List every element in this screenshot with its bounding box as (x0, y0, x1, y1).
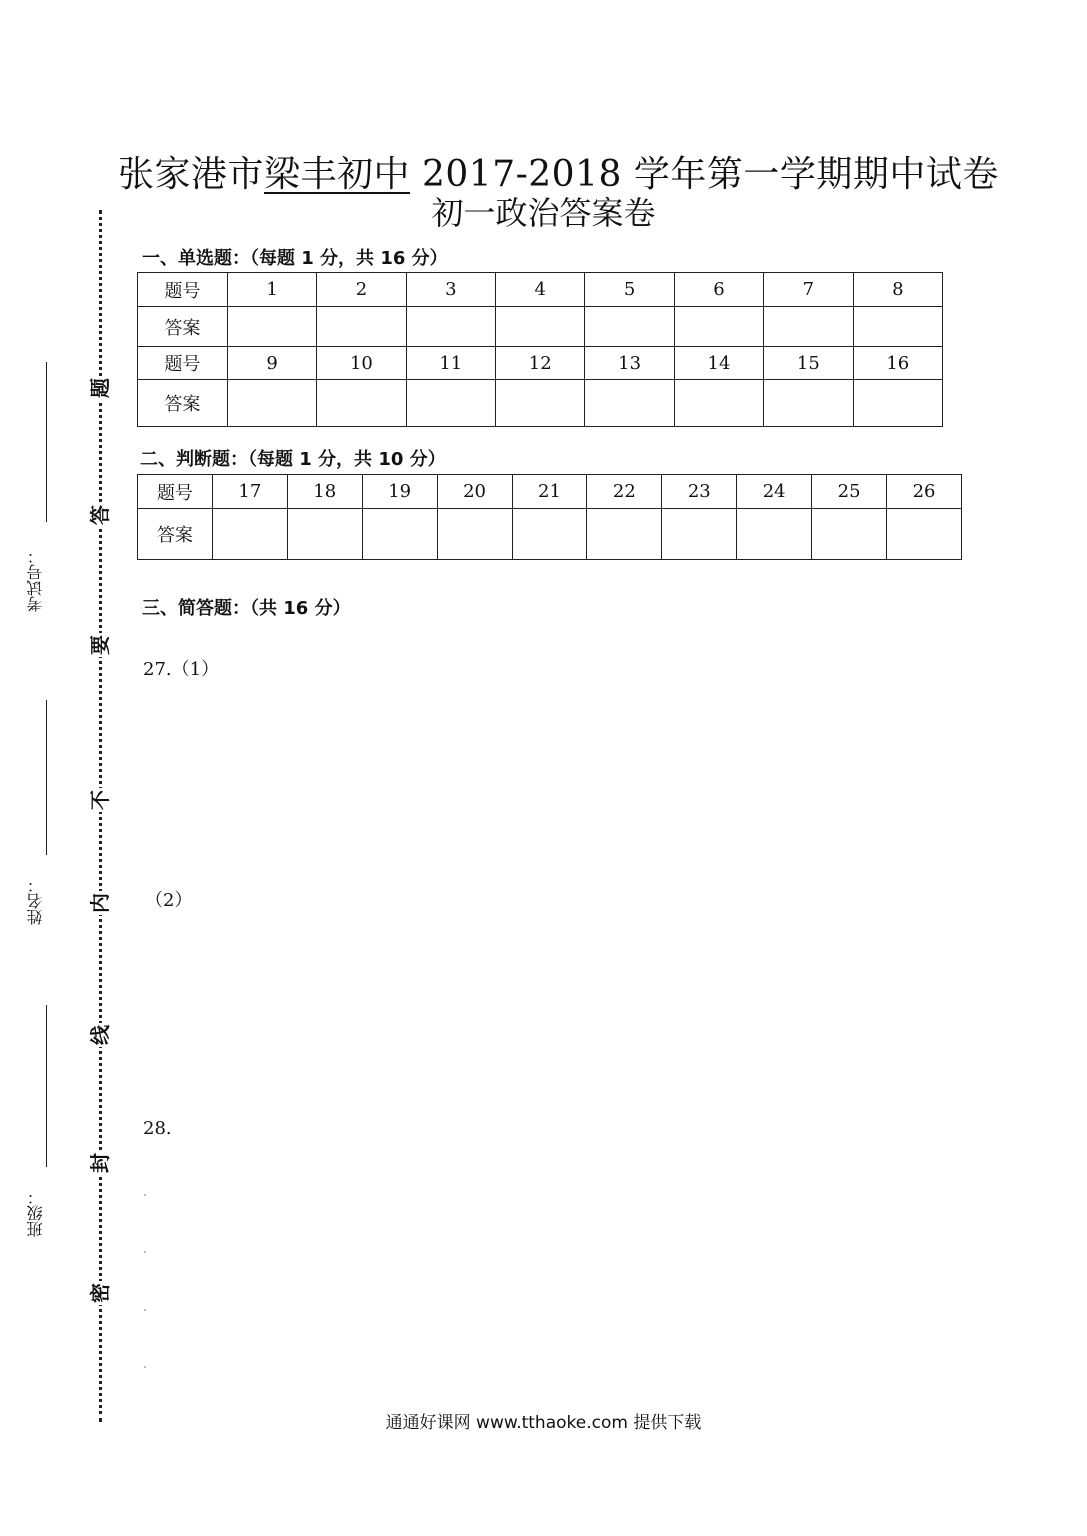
answer-cell[interactable] (812, 509, 887, 560)
question-27-part2: （2） (145, 890, 193, 911)
question-27-part1: 27.（1） (143, 659, 220, 680)
exam-number-label: 考试号： (26, 548, 45, 612)
question-number: 19 (362, 475, 437, 509)
seal-char-bu: 不 (85, 788, 115, 812)
class-line[interactable] (46, 1005, 47, 1167)
num-label: 题号 (138, 475, 213, 509)
answer-cell[interactable] (317, 380, 406, 427)
answer-cell[interactable] (437, 509, 512, 560)
answer-cell[interactable] (585, 307, 674, 347)
question-number: 25 (812, 475, 887, 509)
answer-label: 答案 (138, 509, 213, 560)
answer-cell[interactable] (887, 509, 962, 560)
question-number: 24 (737, 475, 812, 509)
answer-cell[interactable] (212, 509, 287, 560)
answer-cell[interactable] (853, 380, 942, 427)
answer-line-mark (144, 1366, 146, 1368)
section2-heading: 二、判断题：（每题 1 分，共 10 分） (140, 449, 446, 470)
answer-cell[interactable] (496, 380, 585, 427)
seal-char-ti: 题 (85, 376, 115, 400)
question-number: 5 (585, 273, 674, 307)
question-number: 17 (212, 475, 287, 509)
answer-cell[interactable] (512, 509, 587, 560)
num-label: 题号 (138, 273, 228, 307)
title-prefix: 张家港市 (118, 154, 265, 195)
question-number: 16 (853, 347, 942, 380)
footer-credit: 通通好课网 www.tthaoke.com 提供下载 (385, 1413, 702, 1433)
question-number: 26 (887, 475, 962, 509)
answer-cell[interactable] (764, 307, 853, 347)
question-number: 1 (227, 273, 316, 307)
page-subtitle: 初一政治答案卷 (431, 194, 656, 232)
question-number: 2 (317, 273, 406, 307)
answer-cell[interactable] (317, 307, 406, 347)
school-name: 梁丰初中 (264, 154, 411, 195)
question-28: 28. (143, 1118, 172, 1139)
answer-cell[interactable] (227, 380, 316, 427)
answer-cell[interactable] (406, 307, 495, 347)
num-label: 题号 (138, 347, 228, 380)
question-number: 12 (496, 347, 585, 380)
title-suffix: 2017-2018 学年第一学期期中试卷 (410, 154, 999, 195)
answer-cell[interactable] (496, 307, 585, 347)
class-label: 班级： (26, 1189, 45, 1237)
answer-label: 答案 (138, 307, 228, 347)
question-number: 20 (437, 475, 512, 509)
answer-cell[interactable] (674, 380, 763, 427)
answer-cell[interactable] (662, 509, 737, 560)
question-number: 15 (764, 347, 853, 380)
answer-cell[interactable] (853, 307, 942, 347)
answer-cell[interactable] (227, 307, 316, 347)
true-false-table (137, 474, 962, 560)
seal-char-nei: 内 (85, 891, 115, 915)
question-number: 8 (853, 273, 942, 307)
question-number: 14 (674, 347, 763, 380)
answer-cell[interactable] (587, 509, 662, 560)
question-number: 7 (764, 273, 853, 307)
seal-char-xian: 线 (85, 1023, 115, 1047)
answer-label: 答案 (138, 380, 228, 427)
question-number: 3 (406, 273, 495, 307)
question-number: 18 (287, 475, 362, 509)
question-number: 21 (512, 475, 587, 509)
question-number: 23 (662, 475, 737, 509)
single-choice-table (137, 272, 943, 427)
question-number: 22 (587, 475, 662, 509)
question-number: 11 (406, 347, 495, 380)
answer-line-mark (144, 1309, 146, 1311)
seal-char-yao: 要 (85, 633, 115, 657)
answer-cell[interactable] (674, 307, 763, 347)
question-number: 10 (317, 347, 406, 380)
seal-char-mi: 密 (85, 1281, 115, 1305)
question-number: 6 (674, 273, 763, 307)
seal-char-da: 答 (85, 503, 115, 527)
answer-line-mark (144, 1251, 146, 1253)
seal-char-feng: 封 (85, 1151, 115, 1175)
answer-cell[interactable] (406, 380, 495, 427)
exam-number-line[interactable] (46, 362, 47, 522)
answer-cell[interactable] (362, 509, 437, 560)
name-label: 姓名： (26, 877, 45, 925)
answer-cell[interactable] (585, 380, 674, 427)
section1-heading: 一、单选题：（每题 1 分，共 16 分） (142, 248, 448, 269)
name-line[interactable] (46, 700, 47, 855)
question-number: 9 (227, 347, 316, 380)
question-number: 4 (496, 273, 585, 307)
answer-cell[interactable] (764, 380, 853, 427)
answer-cell[interactable] (737, 509, 812, 560)
answer-cell[interactable] (287, 509, 362, 560)
question-number: 13 (585, 347, 674, 380)
answer-line-mark (144, 1194, 146, 1196)
section3-heading: 三、简答题：（共 16 分） (142, 598, 351, 619)
